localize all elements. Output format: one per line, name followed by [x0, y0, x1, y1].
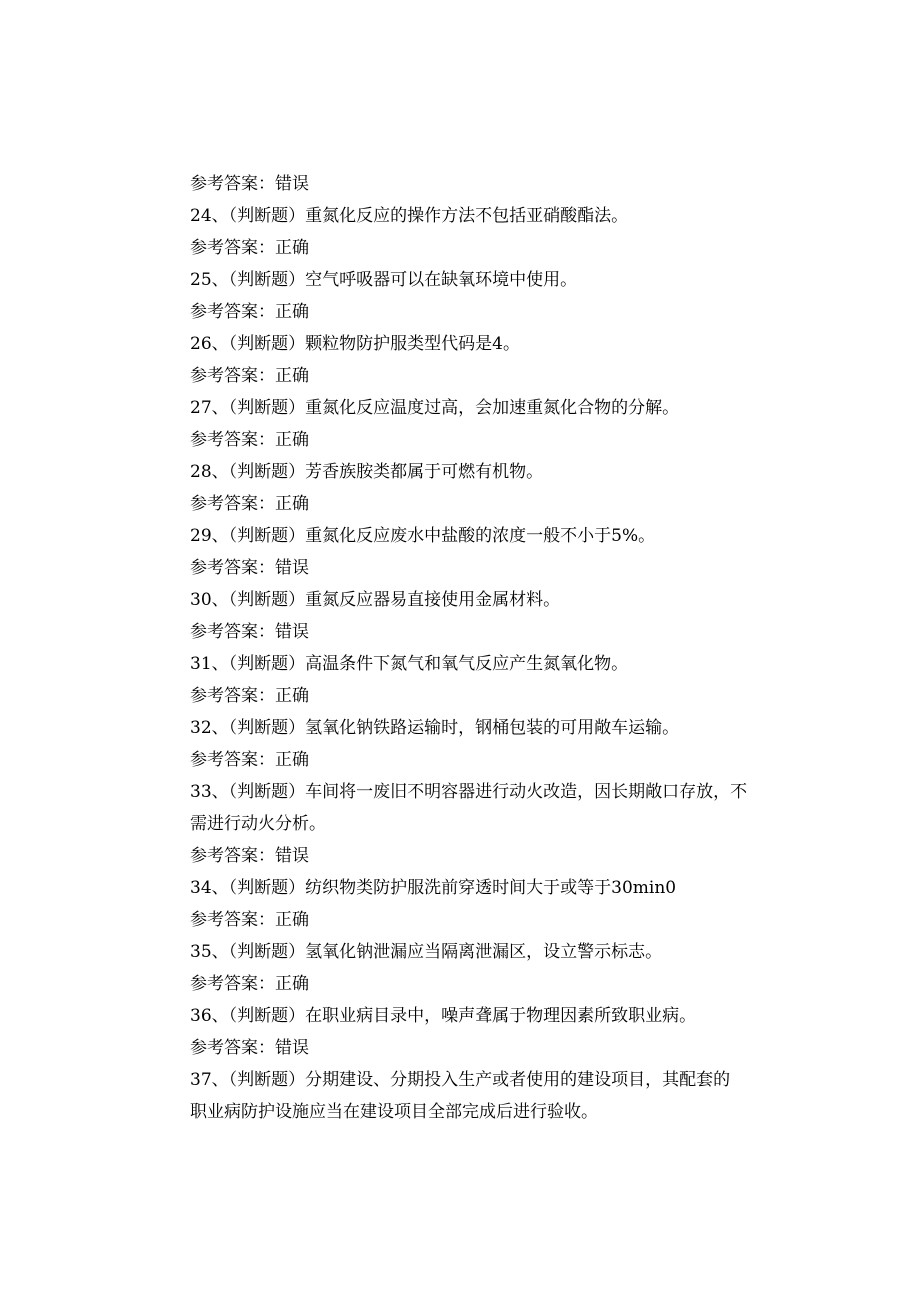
answer-line: 参考答案：错误	[190, 174, 309, 194]
question-26: 26、（判断题）颗粒物防护服类型代码是4。	[190, 334, 520, 354]
question-29: 29、（判断题）重氮化反应废水中盐酸的浓度一般不小于5%。	[190, 526, 656, 546]
question-27: 27、（判断题）重氮化反应温度过高，会加速重氮化合物的分解。	[190, 398, 680, 418]
answer-line: 参考答案：正确	[190, 910, 309, 930]
question-37-continued: 职业病防护设施应当在建设项目全部完成后进行验收。	[190, 1102, 598, 1122]
answer-line: 参考答案：错误	[190, 622, 309, 642]
answer-line: 参考答案：正确	[190, 302, 309, 322]
question-32: 32、（判断题）氢氧化钠铁路运输时，钢桶包装的可用敞车运输。	[190, 718, 680, 738]
question-28: 28、（判断题）芳香族胺类都属于可燃有机物。	[190, 462, 544, 482]
question-31: 31、（判断题）高温条件下氮气和氧气反应产生氮氧化物。	[190, 654, 629, 674]
question-36: 36、（判断题）在职业病目录中，噪声聋属于物理因素所致职业病。	[190, 1006, 697, 1026]
answer-line: 参考答案：错误	[190, 846, 309, 866]
question-37: 37、（判断题）分期建设、分期投入生产或者使用的建设项目，其配套的	[190, 1070, 731, 1090]
answer-line: 参考答案：正确	[190, 494, 309, 514]
question-30: 30、（判断题）重氮反应器易直接使用金属材料。	[190, 590, 561, 610]
answer-line: 参考答案：正确	[190, 686, 309, 706]
question-24: 24、（判断题）重氮化反应的操作方法不包括亚硝酸酯法。	[190, 206, 629, 226]
question-25: 25、（判断题）空气呼吸器可以在缺氧环境中使用。	[190, 270, 578, 290]
question-34: 34、（判断题）纺织物类防护服洗前穿透时间大于或等于30min0	[190, 878, 677, 898]
answer-line: 参考答案：正确	[190, 750, 309, 770]
answer-line: 参考答案：错误	[190, 1038, 309, 1058]
answer-line: 参考答案：正确	[190, 430, 309, 450]
answer-line: 参考答案：错误	[190, 558, 309, 578]
answer-line: 参考答案：正确	[190, 974, 309, 994]
answer-line: 参考答案：正确	[190, 366, 309, 386]
question-33-continued: 需进行动火分析。	[190, 814, 326, 834]
question-35: 35、（判断题）氢氧化钠泄漏应当隔离泄漏区，设立警示标志。	[190, 942, 663, 962]
question-33: 33、（判断题）车间将一废旧不明容器进行动火改造，因长期敞口存放，不	[190, 782, 748, 802]
document-page	[190, 168, 760, 1128]
answer-line: 参考答案：正确	[190, 238, 309, 258]
